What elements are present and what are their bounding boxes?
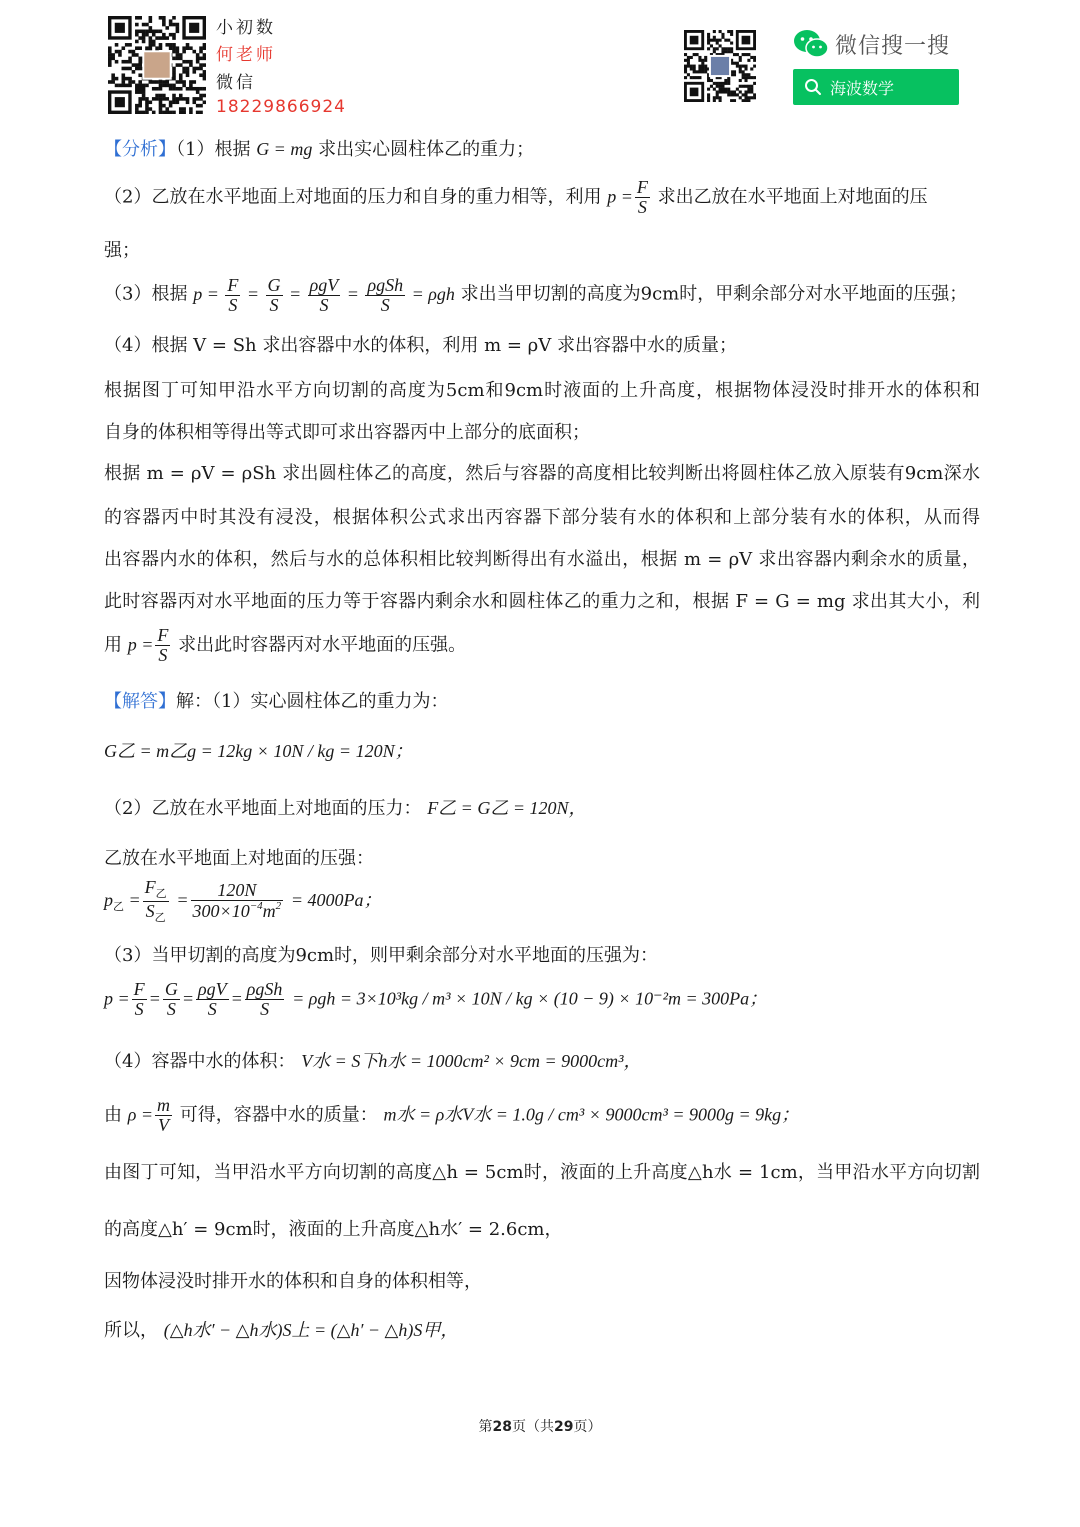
analysis-line-6d: 此时容器丙对水平地面的压力等于容器内剩余水和圆柱体乙的重力之和，根据 F = G = mg 求出其大小，利 bbox=[104, 591, 980, 612]
handwritten-teacher-name: 何老师 bbox=[216, 45, 276, 65]
account-search-label: 海波数学 bbox=[830, 78, 895, 98]
formula-gravity: G = mg bbox=[256, 139, 313, 159]
answer-line-1: 【解答】解：（1）实心圆柱体乙的重力为： bbox=[104, 691, 449, 712]
answer-line-2: （2）乙放在水平地面上对地面的压力： F乙 = G乙 = 120N， bbox=[104, 798, 587, 819]
page-header bbox=[0, 0, 1080, 125]
analysis-tag: 【分析】 bbox=[104, 139, 176, 160]
answer-eq-pressure-jia: p = $\frac{F}{S}$ = $\frac{G}{S}$ = $\frac{\text{ρgV}}{S}$ = $\frac{\text{ρgSh}}{S}$ = ρgh = 3×10³kg / m³ × 10N / kg × (10 − 9) × 10⁻²m = 300Pa； bbox=[104, 979, 768, 1019]
answer-line-5: 由 ρ = $\frac{m}{V}$ 可得，容器中水的质量： m水 = ρ水V水 = 1.0g / cm³ × 9000cm³ = 9000g = 9kg； bbox=[104, 1095, 800, 1135]
formula-pressure: p = bbox=[607, 186, 633, 207]
analysis-line-1: 【分析】（1）根据 G = mg 求出实心圆柱体乙的重力； bbox=[104, 139, 535, 160]
page-footer: 第28页（共29页） bbox=[478, 1419, 602, 1435]
analysis-line-3: （3）根据 p = $\frac{F}{S}$ = $\frac{G}{S}$ = $\frac{\text{ρgV}}{S}$ = $\frac{\text{ρgSh}}{S}$ = ρgh 求出当甲切割的高度为9cm时，甲剩余部分对水平地面的压强； bbox=[104, 275, 968, 315]
analysis-line-2: （2）乙放在水平地面上对地面的压力和自身的重力相等，利用 p = $\frac{F}{S}$ 求出乙放在水平地面上对地面的压 bbox=[104, 177, 928, 217]
analysis-line-5a: 根据图丁可知甲沿水平方向切割的高度为5cm和9cm时液面的上升高度，根据物体浸没时排开水的体积和 bbox=[104, 380, 980, 401]
wechat-search-label: 微信搜一搜 bbox=[835, 33, 951, 59]
answer-line-8: 所以， (△h水′ − △h水)S上 = (△h′ − △h)S甲， bbox=[104, 1320, 459, 1341]
analysis-line-6e: 用 p = $\frac{F}{S}$ 求出此时容器丙对水平地面的压强。 bbox=[104, 625, 467, 665]
search-icon bbox=[804, 78, 822, 96]
page-total: 29 bbox=[554, 1419, 574, 1435]
answer-eq-gravity: G乙 = m乙g = 12kg × 10N / kg = 120N； bbox=[104, 741, 413, 761]
answer-line-7: 因物体浸没时排开水的体积和自身的体积相等， bbox=[104, 1271, 482, 1292]
answer-line-6a: 由图丁可知，当甲沿水平方向切割的高度△h = 5cm时，液面的上升高度△h水 = 1cm，当甲沿水平方向切割 bbox=[104, 1162, 980, 1183]
account-search-button[interactable] bbox=[793, 69, 959, 105]
answer-eq-pressure-yi: $p_乙$ = $\frac{F_乙}{S_乙}$ = $\frac{120N}{300\times 10^{-4}m^2}$ = 4000Pa； bbox=[104, 877, 382, 924]
analysis-line-6c: 出容器内水的体积，然后与水的总体积相比较判断得出有水溢出，根据 m = ρV 求出容器内剩余水的质量， bbox=[104, 549, 980, 570]
analysis-line-2-cont: 强； bbox=[104, 240, 140, 261]
answer-line-3: （3）当甲切割的高度为9cm时，则甲剩余部分对水平地面的压强为： bbox=[104, 945, 659, 966]
qr-code-teacher bbox=[108, 16, 206, 114]
formula-pressure-chain: p = $\frac{F}{S}$ = $\frac{G}{S}$ = $\frac{\text{ρgV}}{S}$ = $\frac{\text{ρgSh}}{S}$ = ρgh bbox=[193, 275, 455, 315]
page-number: 28 bbox=[492, 1419, 512, 1435]
answer-line-2b: 乙放在水平地面上对地面的压强： bbox=[104, 848, 374, 869]
qr-code-account bbox=[684, 30, 756, 102]
wechat-logo-icon bbox=[793, 29, 829, 59]
analysis-line-6a: 根据 m = ρV = ρSh 求出圆柱体乙的高度，然后与容器的高度相比较判断出将圆柱体乙放入原装有9cm深水 bbox=[104, 463, 980, 484]
handwritten-line-1: 小初数 bbox=[216, 18, 276, 38]
answer-line-6b: 的高度△h′ = 9cm时，液面的上升高度△h水′ = 2.6cm， bbox=[104, 1219, 563, 1240]
answer-tag: 【解答】 bbox=[104, 691, 176, 712]
handwritten-wechat: 微信 bbox=[216, 73, 256, 93]
answer-line-4: （4）容器中水的体积： V水 = S下h水 = 1000cm² × 9cm = 9000cm³， bbox=[104, 1051, 642, 1072]
analysis-line-5b: 自身的体积相等得出等式即可求出容器丙中上部分的底面积； bbox=[104, 422, 590, 443]
wechat-search-brand bbox=[793, 26, 950, 62]
analysis-line-6b: 的容器丙中时其没有浸没，根据体积公式求出丙容器下部分装有水的体积和上部分装有水的体积，从而得 bbox=[104, 507, 980, 528]
analysis-line-4: （4）根据 V = Sh 求出容器中水的体积，利用 m = ρV 求出容器中水的质量； bbox=[104, 335, 737, 356]
handwritten-phone: 18229866924 bbox=[216, 97, 346, 117]
